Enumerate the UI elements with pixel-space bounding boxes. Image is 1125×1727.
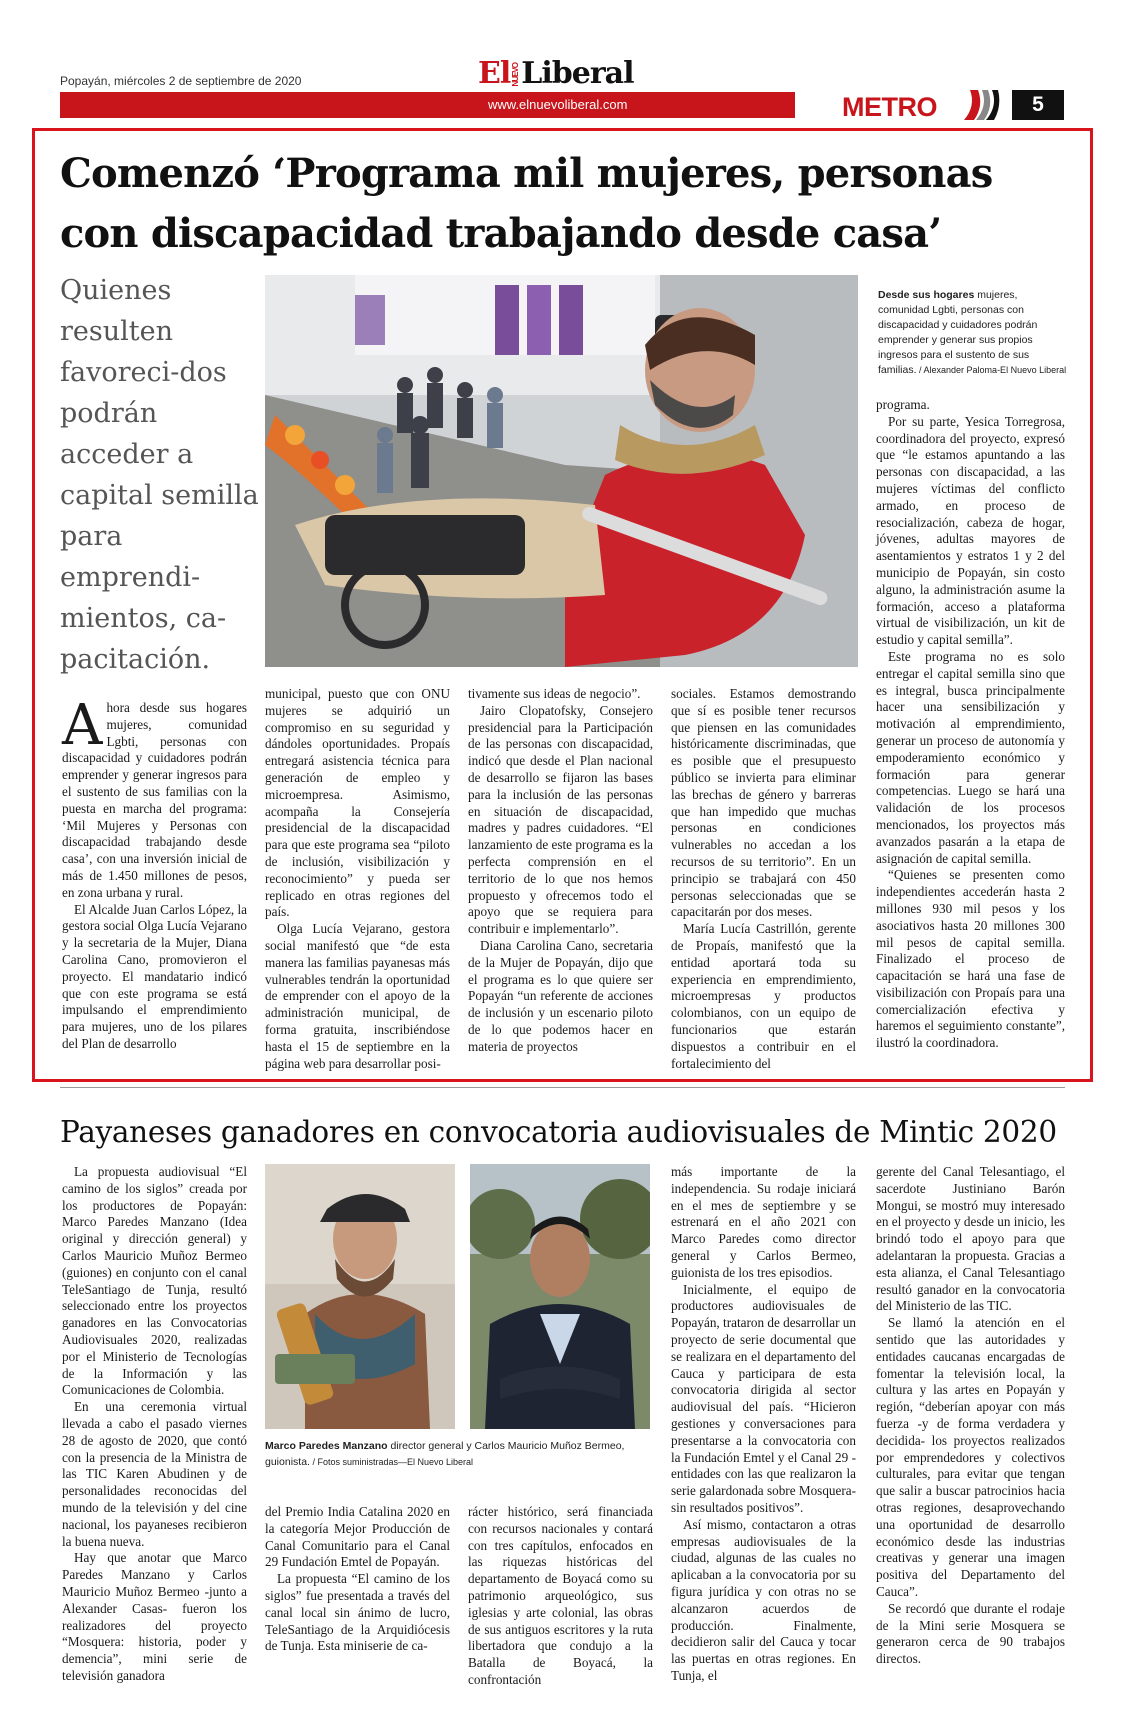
- article2-col3-p1: rácter histórico, será financiada con recursos nacionales y contará con tres capítulos, enfocados en las riquezas históricas del departamento de Boyacá como su patrimonio arqueológico, sus iglesias y arte colonial, las obras de sus antiguos escritores y la ruta libertadora que condujo a la Batalla de Boyacá, la confrontación: [468, 1504, 653, 1687]
- article1-col4-p2: María Lucía Castrillón, gerente de Propaís, manifestó que la entidad aportará toda su experiencia en emprendimiento, microempresas y productos colombianos, con un equipo de funcionarios que estarán dispuestos a contribuir en el fortalecimiento del: [671, 921, 856, 1071]
- article1-lede: Quienes resulten favoreci-dos podrán acceder a capital semilla para emprendi-mientos, ca-pacitación.: [60, 275, 259, 675]
- article2-col5-p3: Se recordó que durante el rodaje de la Mini serie Mosquera se generaron cerca de 90 trabajos directos.: [876, 1600, 1065, 1667]
- article1-photo: [265, 275, 858, 667]
- article1-col5-p2: Por su parte, Yesica Torregrosa, coordinadora del proyecto, expresó que “le estamos apuntando a las personas con discapacidad, a las mujeres víctimas del conflicto armado, en proceso de resocialización, cabeza de hogar, jóvenes, adultas mayores de asentamientos y estratos 1 y 2 del municipio de Popayán, sin costo alguno, la administración asume la formación, acceso a plataforma virtual de visibilización, un kit de estudio y capital semilla”.: [876, 413, 1065, 648]
- article1-caption: [878, 288, 1068, 378]
- logo-nuevo: NUEVO: [511, 63, 521, 87]
- dateline: Popayán, miércoles 2 de septiembre de 2020: [60, 74, 302, 88]
- website-url: www.elnuevoliberal.com: [488, 97, 628, 112]
- article2-col1-p3: Hay que anotar que Marco Paredes Manzano y Carlos Mauricio Muñoz Bermeo -junto a Alexander Casas- fueron los realizadores del proyecto “Mosquera: historia, poder y demencia”, mini serie de televisión ganadora: [62, 1550, 247, 1683]
- article1-col1-p2: El Alcalde Juan Carlos López, la gestora social Olga Lucía Vejarano y la secretaria de la Mujer, Diana Carolina Cano, promovieron el proyecto. El mandatario indicó que con este programa se está impulsando el emprendimiento para mujeres, uno de los pilares del Plan de desarrollo: [62, 901, 247, 1051]
- article2-col2-p1: del Premio India Catalina 2020 en la categoría Mejor Producción de Canal Comunitario para el Canal 29 Fundación Emtel de Popayán.: [265, 1504, 450, 1570]
- article2-col5-p2: Se llamó la atención en el sentido que las autoridades y entidades caucanas encargadas de fomentar la televisión local, la cultura y las artes en Popayán y región, “deberían apoyar con más fuerza -y de forma verdadera y decidida- los proyectos realizados por emprendedores y colectivos culturales, para evitar que tengan que salir a buscar patrocinios hacia otras regiones, desaprovechando una oportunidad de desarrollo económico desde las industrias creativas y generar una imagen positiva del Departamento del Cauca”.: [876, 1315, 1065, 1599]
- article2-column-4: [671, 1164, 856, 1685]
- article2-col4-p1: más importante de la independencia. Su rodaje iniciará en el mes de septiembre y se estrenará en el año 2021 con Marco Paredes como director general y Carlos Bermeo, guionista de los tres episodios.: [671, 1164, 856, 1280]
- article1-headline: Comenzó ‘Programa mil mujeres, personas con discapacidad trabajando desde casa’: [60, 150, 993, 257]
- article2-col2-p2: La propuesta “El camino de los siglos” fue presentada a través del canal local sin ánimo de lucro, TeleSantiago de la Arquidiócesis de Tunja. Esta miniserie de ca-: [265, 1571, 450, 1654]
- article1-col4-p1: sociales. Estamos demostrando que sí es posible tener recursos que piensen en las comunidades históricamente discriminadas, que es posible que el presupuesto público se invierta para eliminar las brechas de género y barreras que han impedido que muchas personas en condiciones vulnerables no accedan a los recursos de su territorio”. En un principio se trabajará con 450 personas seleccionadas que se capacitarán por dos meses.: [671, 686, 856, 920]
- article2-column-5: [876, 1164, 1065, 1668]
- article2-column-3: [468, 1504, 653, 1689]
- article1-col5-p3: Este programa no es solo entregar el capital semilla sino que es integral, busca principalmente hacer una sensibilización y motivación al emprendimiento, generar un proceso de autonomía y empoderamiento económico y formación para generar competencias. Luego se hará una validación de los procesos mencionados, los proyectos más avanzados pasarán a la etapa de asignación de capital semilla.: [876, 648, 1065, 866]
- header-red-bar: [60, 92, 795, 118]
- article1-column-2: [265, 686, 450, 1072]
- article2-col1-p2: En una ceremonia virtual llevada a cabo el pasado viernes 28 de agosto de 2020, que contó con la presencia de la Ministra de las TIC Karen Abudinen y de personalidades reconocidas del mundo de la televisión y del cine nacional, los payaneses recibieron la buena nueva.: [62, 1399, 247, 1549]
- article1-column-3: [468, 686, 653, 1056]
- article1-col5-p1: programa.: [876, 397, 930, 412]
- article2-caption: [265, 1438, 665, 1470]
- article2-col1-p1: La propuesta audiovisual “El camino de los siglos” creada por los productores de Popayán: Marco Paredes Manzano (Idea original y dirección general) y Carlos Mauricio Muñoz Bermeo (guiones) en conjunto con el canal TeleSantiago de Tunja, resultó seleccionado entre los proyectos ganadores en las Convocatorias Audiovisuales 2020, realizadas por el Ministerio de Tecnologías de la Información y las Comunicaciones de Colombia.: [62, 1164, 247, 1398]
- article-divider: [60, 1087, 1065, 1088]
- article2-photo-marco: [265, 1164, 455, 1429]
- caption2-lead: Marco Paredes Manzano: [265, 1440, 388, 1452]
- article1-column-1: [62, 693, 247, 1053]
- article2-headline: Payaneses ganadores en convocatoria audiovisuales de Mintic 2020: [60, 1115, 1057, 1149]
- article2-col4-p3: Así mismo, contactaron a otras empresas audiovisuales de la ciudad, algunas de las cuales no aplicaban a la convocatoria por su figura jurídica y con otras no se alcanzaron acuerdos de producción. Finalmente, decidieron salir del Cauca y tocar las puertas en otras regiones. En Tunja, el: [671, 1516, 856, 1683]
- article1-col3-p3: Diana Carolina Cano, secretaria de la Mujer de Popayán, dijo que el programa es lo que quiere ser Popayán “un referente de acciones de inclusión y un escenario piloto de lo que podemos hacer en materia de proyectos: [468, 937, 653, 1054]
- section-label: METRO: [842, 92, 937, 122]
- article1-col3-p2: Jairo Clopatofsky, Consejero presidencial para la Participación de las personas con discapacidad, indicó que desde el Plan nacional de desarrollo se fijaron las bases para la inclusión de las personas en situación de discapacidad, madres y padres cuidadores. “El lanzamiento de este programa es la perfecta comprensión en el territorio de lo que nos hemos propuesto y ofrecemos todo el apoyo que se requiera para contribuir e implementarlo”.: [468, 702, 653, 937]
- newspaper-logo: [478, 56, 633, 91]
- article1-col2-p2: Olga Lucía Vejarano, gestora social manifestó que “de esta manera las familias payanesas más vulnerables tendrán la oportunidad de emprender con el apoyo de la administración municipal, de forma gratuita, inscribiéndose hasta el 15 de septiembre en la página web para desarrollar posi-: [265, 921, 450, 1071]
- dropcap: A: [62, 693, 103, 758]
- page-number: 5: [1012, 90, 1064, 120]
- article1-col2-p1: municipal, puesto que con ONU mujeres se adquirió un compromiso en su seguridad y dándoles oportunidades. Propaís entregará asistencia técnica para generación de empleo y microempresa. Asimismo, acompaña la Consejería presidencial de la discapacidad para que este programa sea “piloto de inclusión, visibilización y reconocimiento” y pueda ser replicado en otras regiones del país.: [265, 686, 450, 920]
- article2-column-1: [62, 1164, 247, 1685]
- article1-col3-p1: tivamente sus ideas de negocio”.: [468, 686, 641, 701]
- caption-lead: Desde sus hogares: [878, 289, 975, 301]
- article1-column-5: [876, 397, 1065, 1052]
- article1-column-4: [671, 686, 856, 1072]
- article2-column-2: [265, 1504, 450, 1655]
- logo-liberal: Liberal: [521, 56, 634, 91]
- caption2-text: director general y Carlos Mauricio Muñoz Bermeo, guionista.: [265, 1440, 625, 1468]
- article1-col1-p1: hora desde sus hogares mujeres, comunidad Lgbti, personas con discapacidad y cuidadores podrán emprender y generar ingresos para el sustento de sus familias con la puesta en marcha del programa: ‘Mil Mujeres y Personas con discapacidad trabajando desde casa’, con una inversión inicial de más de 1.450 millones de pesos, en zona urbana y rural.: [62, 700, 247, 900]
- logo-el: El: [478, 56, 511, 91]
- section-stripes-icon: [962, 90, 1000, 120]
- caption-text: mujeres, comunidad Lgbti, personas con discapacidad y cuidadores podrán emprender y generar sus propios ingresos para el sustento de sus familias.: [878, 289, 1038, 376]
- caption-credit: / Alexander Paloma-El Nuevo Liberal: [916, 365, 1067, 375]
- article2-col4-p2: Inicialmente, el equipo de productores audiovisuales de Popayán, trataron de desarrollar un proyecto de serie documental que se realizara en el departamento del Cauca y participara de esta convocatoria dirigida al sector audiovisual del país. “Hicieron gestiones y conversaciones para presentarse a la convocatoria con la Fundación Emtel y el Canal 29 -entidades con las que realizaron la serie galardonada sobre Mosquera- sin resultados positivos”.: [671, 1281, 856, 1515]
- article2-col5-p1: gerente del Canal Telesantiago, el sacerdote Justiniano Barón Mongui, se mostró muy interesado en el proyecto y desde un inicio, les brindó todo el apoyo para que adelantaran la propuesta. Gracias a esta alianza, el Canal Telesantiago resultó ganador en la convocatoria del Ministerio de las TIC.: [876, 1164, 1065, 1314]
- caption2-credit: / Fotos suministradas—El Nuevo Liberal: [309, 1457, 474, 1467]
- article1-col5-p4: “Quienes se presenten como independientes accederán hasta 2 millones 930 mil pesos y los asociativos hasta 20 millones 300 mil pesos de capital semilla. Finalizado el proceso de capacitación se hará una fase de visibilización con Propaís para una comercialización efectiva y haremos el seguimiento constante”, ilustró la coordinadora.: [876, 867, 1065, 1051]
- article2-photo-carlos: [470, 1164, 650, 1429]
